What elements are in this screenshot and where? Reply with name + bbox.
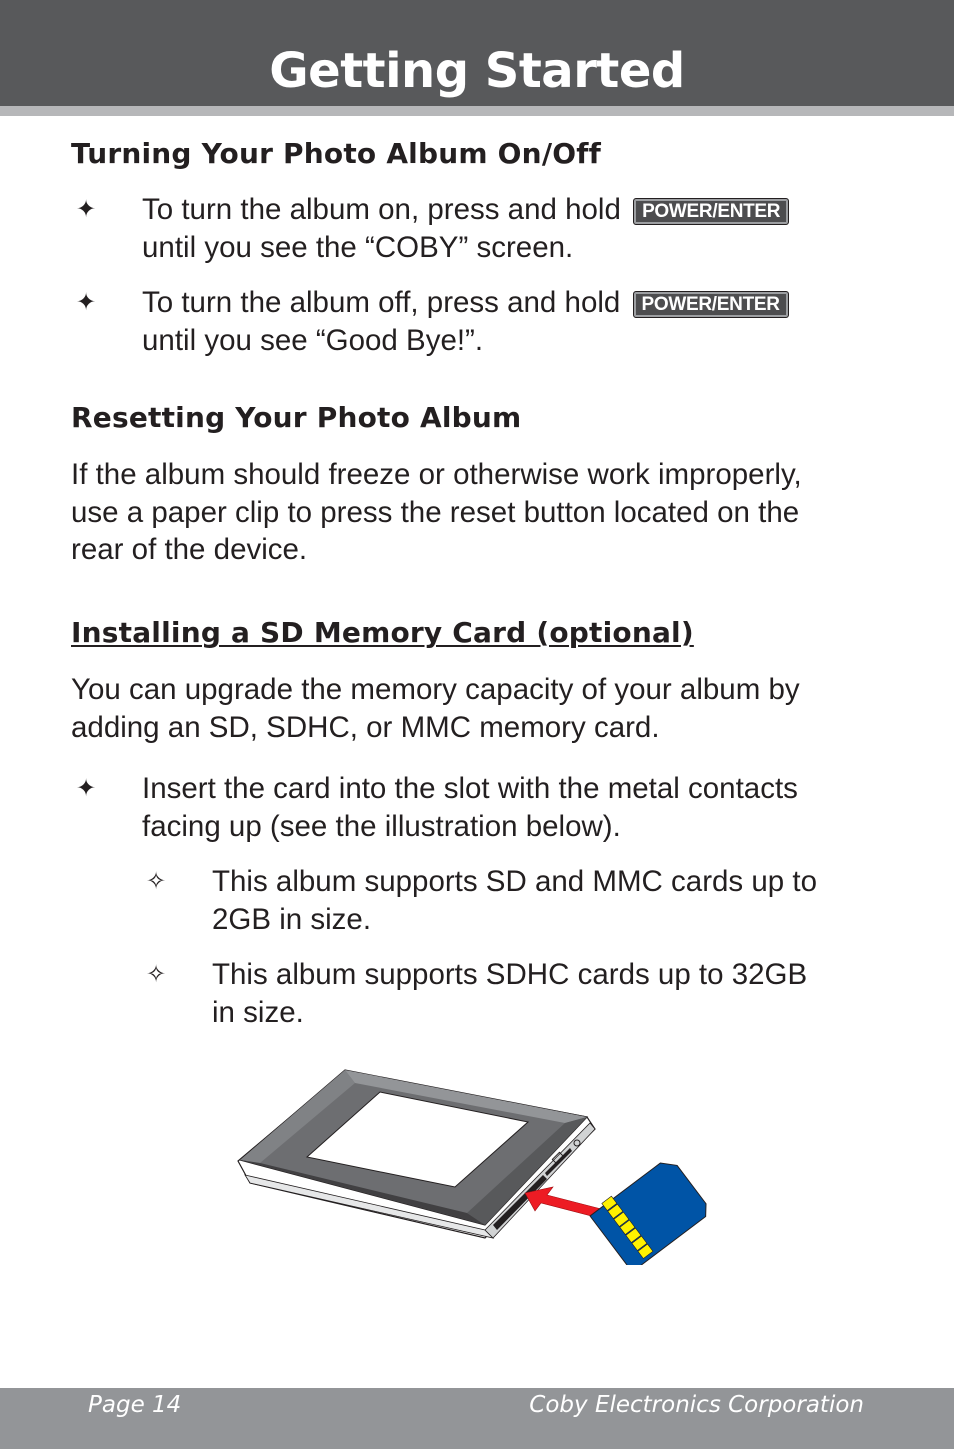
bullet-insert-card — [142, 770, 798, 845]
bullet-icon: ✦ — [76, 775, 97, 802]
power-enter-key: POWER/ENTER — [633, 198, 789, 225]
bullet-icon: ✦ — [76, 289, 97, 316]
heading-power: Turning Your Photo Album On/Off — [71, 137, 602, 170]
subbullet-sd-mmc — [212, 863, 817, 938]
sub2-line2: in size. — [212, 995, 304, 1029]
bullet-power-off-line2: until you see “Good Bye!”. — [142, 323, 484, 357]
subbullet-icon: ✧ — [146, 961, 167, 988]
bullet-power-on — [142, 191, 789, 266]
company-name: Coby Electronics Corporation — [529, 1392, 864, 1418]
insert-line1: Insert the card into the slot with the metal contacts — [142, 772, 798, 805]
page-title: Getting Started — [269, 43, 685, 99]
reset-line2: use a paper clip to press the reset button located on the — [71, 495, 800, 529]
sd-card-insertion-illustration — [235, 1065, 725, 1265]
bullet-power-on-line2: until you see the “COBY” screen. — [142, 230, 574, 264]
sub1-line1: This album supports SD and MMC cards up to — [212, 865, 817, 898]
sd-intro-line1: You can upgrade the memory capacity of your album by — [71, 673, 800, 706]
sub2-line1: This album supports SDHC cards up to 32GB — [212, 958, 808, 991]
bullet-power-off-line1: To turn the album off, press and hold — [142, 286, 621, 319]
reset-line3: rear of the device. — [71, 533, 308, 566]
subbullet-icon: ✧ — [146, 868, 167, 895]
reset-paragraph — [71, 456, 891, 569]
sd-intro-paragraph — [71, 671, 891, 746]
page-number: Page 14 — [88, 1392, 182, 1418]
bullet-power-on-line1: To turn the album on, press and hold — [142, 193, 621, 226]
photo-album-device-icon — [238, 1070, 595, 1238]
power-enter-key: POWER/ENTER — [633, 291, 789, 318]
sd-card-icon — [588, 1153, 712, 1265]
heading-reset: Resetting Your Photo Album — [71, 401, 522, 434]
heading-sd-card: Installing a SD Memory Card (optional) — [71, 616, 694, 649]
header-stripe — [0, 106, 954, 116]
sub1-line2: 2GB in size. — [212, 902, 372, 936]
reset-line1: If the album should freeze or otherwise work improperly, — [71, 458, 802, 491]
subbullet-sdhc — [212, 956, 807, 1031]
bullet-power-off — [142, 284, 789, 359]
sd-intro-line2: adding an SD, SDHC, or MMC memory card. — [71, 710, 660, 744]
insert-line2: facing up (see the illustration below). — [142, 809, 621, 843]
bullet-icon: ✦ — [76, 196, 97, 223]
